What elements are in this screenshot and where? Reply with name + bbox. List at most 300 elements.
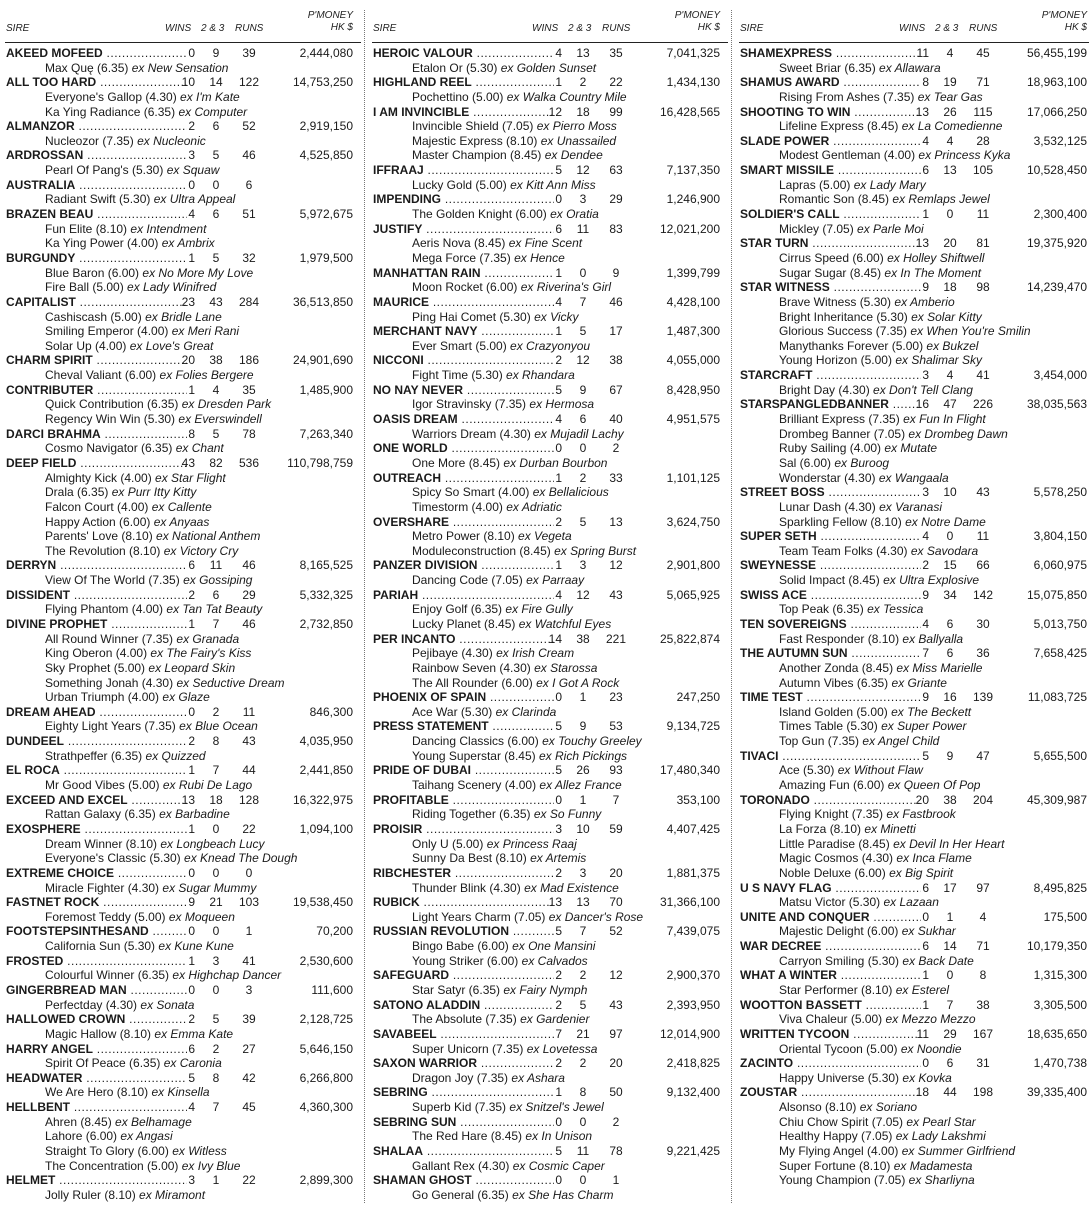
progeny-dam: ex The Fairy's Kiss [150, 646, 252, 661]
sire-wins: 1 [555, 558, 562, 573]
progeny-name: Ka Ying Power (4.00) [45, 236, 159, 251]
progeny-dam: ex Princess Raaj [486, 836, 577, 851]
progeny-dam: ex Caronia [163, 1056, 222, 1071]
sire-row [739, 617, 1089, 632]
sire-prize-money: 1,979,500 [299, 250, 353, 265]
progeny-dam: ex Moqueen [168, 909, 235, 924]
sire-places: 0 [212, 865, 220, 880]
sire-places: 7 [579, 294, 587, 309]
sire-row [372, 822, 728, 837]
sire-runs: 52 [609, 924, 623, 939]
progeny-name: Gallant Rex (4.30) [412, 1158, 510, 1173]
sire-row [5, 954, 361, 969]
progeny-name: Strathpeffer (6.35) [45, 748, 143, 763]
sire-row [739, 529, 1089, 544]
progeny-dam: ex Durban Bourbon [503, 455, 608, 470]
progeny-name: Metro Power (8.10) [412, 529, 515, 544]
progeny-dam: ex Kinsella [151, 1085, 210, 1100]
sire-prize-money: 16,428,565 [659, 104, 720, 119]
sire-runs: 70 [609, 895, 623, 910]
sire-row [739, 134, 1089, 149]
sire-places: 6 [579, 412, 587, 427]
sire-column-2 [372, 8, 728, 1203]
progeny-row [372, 280, 728, 295]
sire-places: 6 [946, 1056, 954, 1071]
sire-runs: 78 [609, 1144, 623, 1159]
sire-prize-money: 2,919,150 [299, 119, 353, 134]
progeny-name: Only U (5.00) [412, 836, 484, 851]
sire-row [739, 485, 1089, 500]
sire-wins: 0 [188, 983, 195, 997]
progeny-row [372, 646, 728, 661]
sire-wins: 11 [916, 1026, 929, 1041]
progeny-name: Spirit Of Peace (6.35) [45, 1056, 161, 1071]
progeny-name: Quick Contribution (6.35) [45, 397, 179, 412]
sire-wins: 0 [188, 704, 195, 719]
sire-runs: 28 [976, 133, 990, 148]
sire-places: 19 [943, 75, 957, 90]
sire-prize-money: 25,822,874 [659, 631, 720, 646]
progeny-name: Radiant Swift (5.30) [45, 192, 151, 207]
sire-places: 2 [579, 75, 587, 90]
sire-places: 6 [212, 207, 220, 222]
progeny-name: Sky Prophet (5.00) [45, 660, 146, 675]
progeny-dam: ex When You're Smilin [910, 324, 1031, 339]
progeny-name: Alsonso (8.10) [779, 1100, 857, 1115]
sire-places: 2 [579, 470, 587, 485]
sire-places: 11 [576, 221, 590, 236]
progeny-row [739, 1144, 1089, 1159]
sire-prize-money: 7,658,425 [1033, 646, 1087, 661]
sire-wins: 1 [555, 75, 562, 90]
sire-row [739, 236, 1089, 251]
progeny-dam: ex Ultra Explosive [883, 573, 980, 588]
sire-places: 4 [946, 368, 954, 383]
progeny-name: Ever Smart (5.00) [412, 338, 507, 353]
progeny-name: Sugar Sugar (8.45) [779, 265, 882, 280]
sire-places: 13 [576, 895, 590, 910]
sire-places: 14 [943, 939, 957, 954]
sire-name: JUSTIFY ..... [373, 222, 554, 237]
progeny-dam: ex Mujadil Lachy [534, 426, 624, 441]
sire-prize-money: 2,900,370 [666, 968, 720, 983]
sire-runs: 204 [972, 792, 994, 807]
progeny-dam: ex In The Moment [884, 265, 982, 280]
sire-wins: 0 [188, 177, 195, 192]
sire-prize-money: 5,332,325 [299, 587, 353, 602]
sire-wins: 4 [922, 529, 929, 544]
sire-name: SUPER SETH ..... [740, 529, 921, 544]
sire-places: 2 [212, 1041, 220, 1056]
progeny-name: Oriental Tycoon (5.00) [779, 1041, 898, 1056]
progeny-dam: ex Bukzel [926, 338, 979, 353]
sire-row [5, 1042, 361, 1057]
progeny-row [372, 427, 728, 442]
sire-places: 12 [576, 587, 590, 602]
sire-wins: 2 [555, 514, 562, 529]
sire-name: PANZER DIVISION ..... [373, 558, 554, 573]
progeny-row [739, 1115, 1089, 1130]
sire-prize-money: 7,439,075 [666, 924, 720, 939]
progeny-row [739, 412, 1089, 427]
sire-name: WRITTEN TYCOON ..... [740, 1027, 921, 1042]
sire-prize-money: 7,263,340 [299, 426, 353, 441]
progeny-name: Invincible Shield (7.05) [412, 119, 534, 134]
sire-places: 2 [579, 1056, 587, 1071]
sire-runs: 284 [238, 294, 260, 309]
sire-prize-money: 2,300,400 [1033, 207, 1087, 222]
progeny-name: Fire Ball (5.00) [45, 280, 124, 295]
sire-name: SHAMAN GHOST ..... [373, 1173, 554, 1188]
progeny-row [739, 61, 1089, 76]
progeny-dam: ex She Has Charm [512, 1187, 614, 1202]
progeny-name: Rainbow Seven (4.30) [412, 660, 531, 675]
sire-runs: 33 [609, 470, 623, 485]
sire-prize-money: 7,041,325 [666, 46, 720, 60]
sire-wins: 1 [922, 997, 929, 1012]
progeny-row [739, 851, 1089, 866]
progeny-row [5, 837, 361, 852]
sire-wins: 2 [555, 1056, 562, 1071]
progeny-name: Pochettino (5.00) [412, 89, 504, 104]
progeny-name: Etalon Or (5.30) [412, 60, 498, 75]
sire-runs: 97 [609, 1026, 623, 1041]
sire-runs: 12 [609, 558, 623, 573]
header-money-line1: P'MONEY [1041, 10, 1087, 21]
sire-row [739, 46, 1089, 61]
progeny-dam: ex Chant [175, 441, 224, 456]
sire-row [739, 939, 1089, 954]
sire-row [5, 178, 361, 193]
progeny-dam: ex Miss Marielle [896, 660, 983, 675]
progeny-row [739, 924, 1089, 939]
sire-prize-money: 2,732,850 [299, 616, 353, 631]
sire-name: SAXON WARRIOR ..... [373, 1056, 554, 1071]
progeny-dam: ex Watchful Eyes [518, 616, 612, 631]
progeny-row [5, 1188, 361, 1203]
progeny-name: Ping Hai Comet (5.30) [412, 309, 531, 324]
progeny-name: Drala (6.35) [45, 485, 109, 500]
header-places: 2 & 3 [568, 23, 592, 34]
progeny-name: Modest Gentleman (4.00) [779, 148, 916, 163]
sire-wins: 11 [916, 46, 929, 60]
sire-name: SEBRING SUN ..... [373, 1115, 554, 1130]
sire-places: 4 [946, 133, 954, 148]
sire-name: IMPENDING ..... [373, 192, 554, 207]
progeny-name: Ace War (5.30) [412, 704, 493, 719]
progeny-row [739, 192, 1089, 207]
sire-row [372, 163, 728, 178]
sire-places: 0 [946, 207, 954, 222]
sire-places: 3 [212, 953, 220, 968]
sire-places: 0 [212, 177, 220, 192]
sire-places: 0 [579, 1114, 587, 1129]
progeny-dam: ex Belhamage [115, 1114, 192, 1129]
progeny-row [5, 602, 361, 617]
sire-wins: 2 [188, 587, 195, 602]
sire-places: 18 [576, 104, 590, 119]
progeny-name: Bingo Babe (6.00) [412, 939, 509, 954]
sire-places: 8 [579, 1085, 587, 1100]
progeny-row [5, 471, 361, 486]
progeny-row [5, 632, 361, 647]
progeny-dam: ex Notre Dame [905, 514, 986, 529]
sire-places: 0 [579, 265, 587, 280]
sire-runs: 30 [976, 616, 990, 631]
progeny-row [739, 500, 1089, 515]
sire-wins: 6 [922, 939, 929, 954]
progeny-name: Young Striker (6.00) [412, 953, 519, 968]
sire-prize-money: 4,035,950 [299, 734, 353, 749]
sire-runs: 43 [976, 485, 990, 500]
sire-places: 7 [212, 616, 220, 631]
progeny-row [5, 192, 361, 207]
progeny-row [739, 251, 1089, 266]
progeny-row [739, 544, 1089, 559]
sire-name: PRESS STATEMENT ..... [373, 719, 554, 734]
sire-runs: 36 [976, 646, 990, 661]
progeny-row [739, 778, 1089, 793]
sire-row [5, 456, 361, 471]
sire-wins: 2 [555, 353, 562, 368]
progeny-row [5, 1159, 361, 1174]
sire-places: 82 [209, 455, 223, 470]
sire-row [372, 924, 728, 939]
sire-wins: 5 [922, 748, 929, 763]
progeny-name: Pejibaye (4.30) [412, 646, 493, 661]
progeny-row [5, 851, 361, 866]
progeny-dam: ex Devil In Her Heart [893, 836, 1005, 851]
progeny-name: Spicy So Smart (4.00) [412, 485, 530, 500]
sire-wins: 2 [555, 865, 562, 880]
progeny-row [739, 661, 1089, 676]
sire-name: NO NAY NEVER ..... [373, 383, 554, 398]
sire-runs: 71 [976, 939, 990, 954]
sire-prize-money: 7,137,350 [666, 163, 720, 178]
progeny-dam: ex Leopard Skin [148, 660, 236, 675]
sire-wins: 13 [548, 895, 562, 910]
sire-runs: 9 [612, 265, 620, 280]
sire-places: 13 [943, 163, 957, 178]
sire-places: 5 [579, 514, 587, 529]
progeny-name: Majestic Delight (6.00) [779, 924, 899, 939]
sire-runs: 31 [976, 1056, 990, 1071]
sire-wins: 9 [922, 280, 929, 295]
progeny-row [5, 749, 361, 764]
progeny-name: Carryon Smiling (5.30) [779, 953, 900, 968]
sire-runs: 115 [973, 104, 993, 119]
progeny-name: View Of The World (7.35) [45, 573, 180, 588]
sire-runs: 27 [242, 1041, 256, 1056]
header-runs: RUNS [235, 23, 264, 34]
progeny-name: Straight To Glory (6.00) [45, 1144, 169, 1159]
sire-row [372, 295, 728, 310]
sire-prize-money: 2,128,725 [299, 1012, 353, 1027]
sire-runs: 8 [979, 968, 987, 983]
progeny-name: Island Golden (5.00) [779, 704, 888, 719]
progeny-row [5, 441, 361, 456]
sire-row [739, 910, 1089, 925]
progeny-dam: ex Parraay [526, 573, 585, 588]
sire-prize-money: 9,132,400 [666, 1085, 720, 1100]
sire-prize-money: 8,495,825 [1033, 880, 1087, 895]
sire-wins: 1 [922, 207, 929, 222]
progeny-row [5, 222, 361, 237]
sire-wins: 10 [181, 75, 195, 90]
sire-prize-money: 353,100 [676, 792, 720, 807]
sire-prize-money: 4,428,100 [666, 294, 720, 309]
sire-row [372, 441, 728, 456]
sire-runs: 71 [976, 75, 990, 90]
progeny-row [372, 983, 728, 998]
progeny-row [372, 90, 728, 105]
progeny-dam: ex Without Flaw [837, 763, 923, 778]
sire-wins: 1 [188, 763, 195, 778]
progeny-dam: ex Adriatic [506, 499, 562, 514]
sire-row [372, 1173, 728, 1188]
sire-runs: 59 [609, 821, 623, 836]
header-prize-money [675, 10, 720, 34]
progeny-row [372, 881, 728, 896]
sire-places: 38 [209, 353, 223, 368]
sire-prize-money: 2,901,800 [666, 558, 720, 573]
progeny-row [372, 734, 728, 749]
progeny-dam: ex Vegeta [518, 529, 572, 544]
sire-runs: 47 [976, 748, 990, 763]
progeny-row [372, 544, 728, 559]
progeny-dam: ex Don't Tell Clang [873, 382, 973, 397]
sire-runs: 46 [242, 558, 256, 573]
sire-runs: 41 [976, 368, 990, 383]
progeny-name: Cirrus Speed (6.00) [779, 250, 884, 265]
sire-name: STAR WITNESS ..... [740, 280, 921, 295]
sire-wins: 5 [188, 1070, 195, 1085]
sire-wins: 4 [922, 616, 929, 631]
sire-places: 20 [943, 236, 957, 251]
progeny-name: Regency Win Win (5.30) [45, 412, 176, 427]
header-prize-money [1042, 10, 1087, 34]
sire-places: 15 [943, 558, 957, 573]
sire-runs: 186 [238, 353, 260, 368]
progeny-dam: ex Mezzo Mezzo [885, 1012, 976, 1027]
progeny-name: The Golden Knight (6.00) [412, 207, 547, 222]
sire-wins: 0 [555, 792, 562, 807]
sire-wins: 0 [188, 46, 195, 60]
sire-name: ZOUSTAR ..... [740, 1085, 921, 1100]
progeny-dam: ex Miramont [139, 1187, 206, 1202]
progeny-dam: ex Callente [151, 499, 212, 514]
progeny-dam: ex Ashara [511, 1070, 565, 1085]
sire-row [739, 998, 1089, 1013]
progeny-row [739, 1042, 1089, 1057]
progeny-name: Dancing Classics (6.00) [412, 734, 539, 749]
sire-prize-money: 3,305,500 [1033, 997, 1087, 1012]
progeny-name: Lahore (6.00) [45, 1129, 118, 1144]
progeny-dam: ex Calvados [521, 953, 588, 968]
sire-prize-money: 11,083,725 [1027, 690, 1087, 705]
sire-prize-money: 110,798,759 [287, 455, 353, 470]
progeny-row [5, 910, 361, 925]
sire-wins: 6 [555, 221, 562, 236]
sire-wins: 0 [922, 1056, 929, 1071]
sire-wins: 43 [181, 455, 195, 470]
sire-prize-money: 1,881,375 [666, 865, 720, 880]
sire-prize-money: 1,434,130 [666, 75, 720, 90]
sire-row [5, 353, 361, 368]
progeny-name: The Concentration (5.00) [45, 1158, 179, 1173]
progeny-name: Dream Winner (8.10) [45, 836, 158, 851]
progeny-row [5, 61, 361, 76]
sire-wins: 7 [555, 1026, 562, 1041]
progeny-dam: ex Wangaala [878, 470, 949, 485]
progeny-row [5, 807, 361, 822]
sire-prize-money: 1,487,300 [666, 324, 720, 339]
progeny-row [5, 485, 361, 500]
sire-places: 2 [212, 704, 220, 719]
sire-wins: 5 [555, 719, 562, 734]
sire-row [5, 251, 361, 266]
progeny-name: Drombeg Banner (7.05) [779, 426, 906, 441]
sire-places: 10 [943, 485, 957, 500]
progeny-name: Romantic Son (8.45) [779, 192, 890, 207]
sire-prize-money: 3,454,000 [1033, 368, 1087, 383]
sire-prize-money: 1,315,300 [1033, 968, 1087, 983]
sire-prize-money: 19,375,920 [1026, 236, 1087, 251]
sire-places: 1 [579, 690, 587, 705]
sire-row [5, 617, 361, 632]
progeny-dam: ex Fastbrook [886, 807, 956, 822]
sire-row [5, 705, 361, 720]
progeny-name: Smiling Emperor (4.00) [45, 324, 169, 339]
progeny-name: Urban Triumph (4.00) [45, 690, 160, 705]
sire-runs: 93 [609, 763, 623, 778]
sire-places: 47 [943, 397, 957, 412]
sire-name: DERRYN ..... [6, 558, 187, 573]
sire-runs: 38 [976, 997, 990, 1012]
sire-row [739, 368, 1089, 383]
progeny-dam: ex National Anthem [156, 529, 261, 544]
progeny-dam: ex Angasi [120, 1129, 173, 1144]
progeny-dam: ex Lady Lakshmi [895, 1129, 986, 1144]
header-places: 2 & 3 [935, 23, 959, 34]
sire-row [5, 983, 361, 998]
column-divider [364, 10, 365, 1203]
progeny-dam: ex Sugar Mummy [162, 880, 257, 895]
sire-runs: 221 [605, 631, 627, 646]
sire-row [739, 1085, 1089, 1100]
sire-places: 5 [212, 426, 220, 441]
progeny-row [5, 324, 361, 339]
progeny-row [739, 456, 1089, 471]
progeny-name: Dragon Joy (7.35) [412, 1070, 509, 1085]
sire-places: 38 [943, 792, 957, 807]
sire-wins: 3 [555, 821, 562, 836]
progeny-row [5, 1085, 361, 1100]
sire-runs: 23 [609, 690, 623, 705]
sire-name: WAR DECREE ..... [740, 939, 921, 954]
progeny-name: Eighty Light Years (7.35) [45, 719, 176, 734]
progeny-dam: ex Bellalicious [532, 485, 609, 500]
progeny-dam: ex Lazaan [883, 895, 939, 910]
sire-wins: 1 [188, 382, 195, 397]
progeny-row [739, 763, 1089, 778]
progeny-row [372, 661, 728, 676]
header-prize-money [308, 10, 353, 34]
progeny-dam: ex Sonata [140, 997, 195, 1012]
progeny-row [5, 1144, 361, 1159]
sire-places: 0 [946, 529, 954, 544]
progeny-dam: ex Love's Great [129, 338, 214, 353]
